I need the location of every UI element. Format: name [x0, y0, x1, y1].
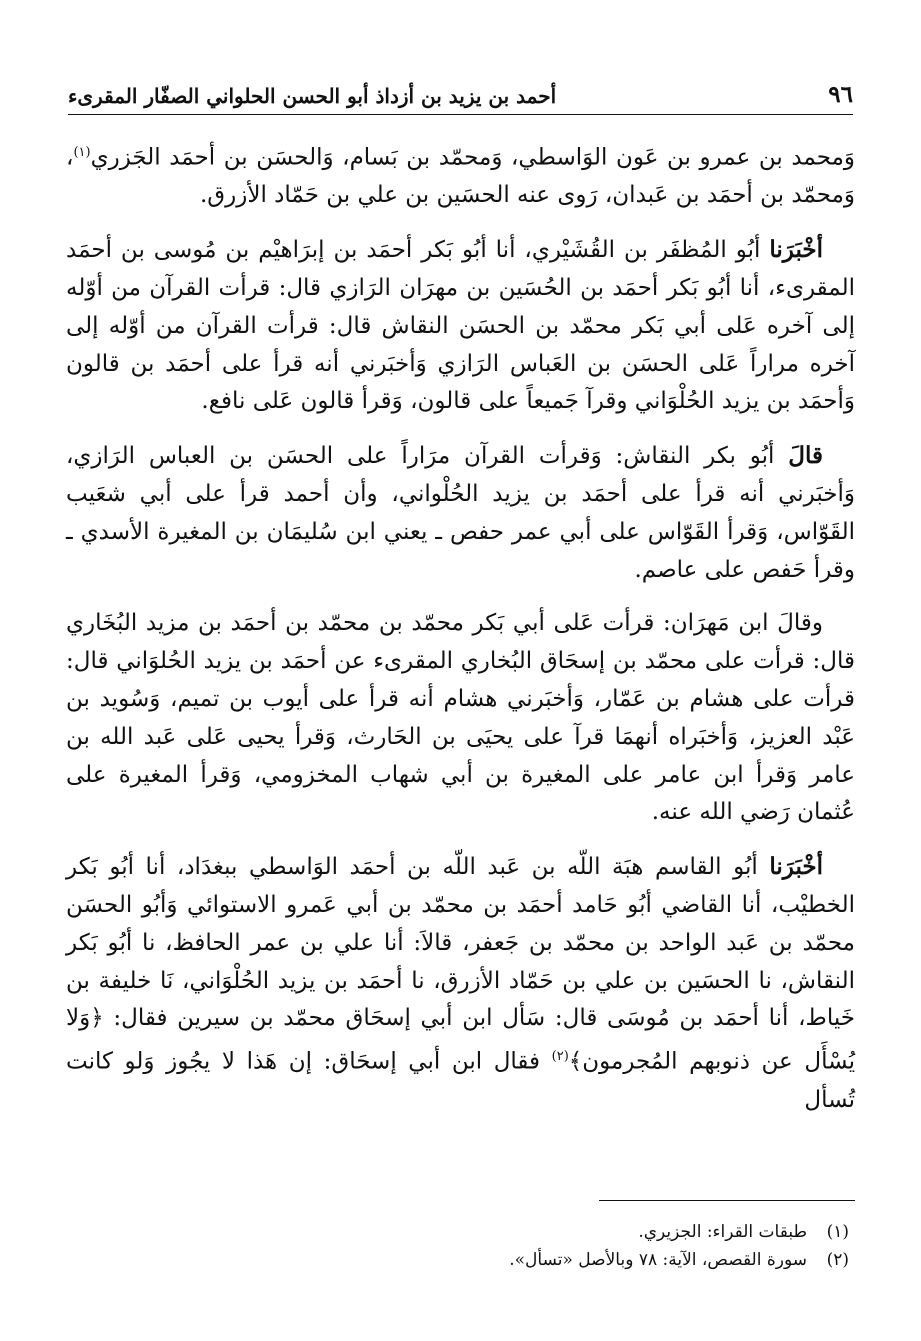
paragraph-lead: قالَ — [788, 442, 823, 470]
footnote-ref[interactable]: (٢) — [551, 1049, 569, 1065]
page-number: ٩٦ — [828, 81, 853, 108]
footnote-text: سورة القصص، الآية: ٧٨ وبالأصل «تسأل». — [509, 1250, 807, 1270]
footnote — [66, 1246, 849, 1274]
footnote-text: طبقات القراء: الجزيري. — [638, 1222, 807, 1242]
footnote — [66, 1218, 849, 1246]
page-header — [68, 70, 853, 115]
paragraph-text: وقالَ ابن مَهرَان: قرأت عَلى أبي بَكر محمّد بن محمّد بن أحمَد بن مزيد البُخَاري قال: قرأت على محمّد بن إسحَاق البُخاري المقرىء عن أحمَد بن يزيد الحُلوَاني قال: قرأت على هشام بن عَمّار، وَأخبَرني هشام أنه قرأ على أيوب بن تميم، وَسُويد بن عَبْد العزيز، وَأخبَراه أنهمَا قرآ على يحيَى بن الحَارث، وَقرأ يحيى عَلى عَبد الله بن عامر وَقرأ ابن عامر على المغيرة بن أبي شهاب المخزومي، وَقرأ المغيرة على عُثمان رَضي الله عنه. — [66, 610, 855, 826]
footnote-number: (٢) — [826, 1250, 849, 1270]
paragraph-lead: أخْبَرَنا — [769, 853, 823, 881]
paragraph — [66, 848, 855, 1119]
paragraph-text: أبُو بكر النقاش: وَقرأت القرآن مرَاراً على الحسَن بن العباس الرَازي، وَأخبَرني أنه قرأ على أحمَد بن يزيد الحُلْواني، وأن أحمد قرأ على أبي شعَيب القَوّاس، وَقرأ القَوّاس على أبي عمر حفص ـ يعني ابن سُليمَان بن المغيرة الأسدي ـ وقرأ حَفص على عاصم. — [66, 443, 855, 583]
paragraph-text-continued: فقال ابن أبي إسحَاق: إن هَذا لا يجُوز وَلو كانت تُسأل — [66, 1048, 855, 1113]
paragraph-text: أبُو المُظفَر بن القُشَيْري، أنا أبُو بَكر أحمَد بن إبرَاهيْم بن مُوسى بن أحمَد المقرىء، أنا أبُو بَكر أحمَد بن الحُسَين بن مهرَان الرَازي قال: قرأت القرآن من أوّله إلى آخره عَلى أبي بَكر محمّد بن الحسَن النقاش قال: قرأت القرآن من أوّله إلى آخره مراراً عَلى الحسَن بن العَباس الرَازي وَأخبَرني أنه قرأ على أحمَد بن قالون وَأحمَد بن يزيد الحُلْوَاني وقرآ جَميعاً على قالون، وَقرأ قالون عَلى نافع. — [66, 237, 855, 415]
paragraph-text-continued: ، وَمحمّد بن أحمَد بن عَبدان، رَوى عنه الحسَين بن علي بن حَمّاد الأزرق. — [66, 144, 855, 209]
main-text — [66, 134, 855, 1135]
footnote-number: (١) — [826, 1222, 849, 1242]
paragraph-text: وَمحمد بن عمرو بن عَون الوَاسطي، وَمحمّد بن بَسام، وَالحسَن بن أحمَد الجَزري — [90, 144, 855, 171]
running-title: أحمد بن يزيد بن أزداذ أبو الحسن الحلواني الصفّار المقرىء — [68, 84, 557, 108]
paragraph — [66, 134, 855, 215]
footnote-separator — [599, 1200, 855, 1201]
paragraph-lead: أخْبَرَنا — [769, 236, 823, 264]
paragraph — [66, 437, 855, 589]
footnote-ref[interactable]: (١) — [73, 145, 91, 160]
paragraph-text: أبُو القاسم هبَة اللّه بن عَبد اللّه بن أحمَد الوَاسطي ببغدَاد، أنا أبُو بَكر الخطيْب، أنا القاضي أبُو حَامد أحمَد بن محمّد بن أبي عَمرو الاستوائي وَأبُو الحسَن محمّد بن عَبد الواحد بن محمّد بن جَعفر، قالاَ: أنا علي بن عمر الحافظ، نا أبُو بَكر النقاش، نا الحسَين بن علي بن حَمّاد الأزرق، نا أحمَد بن يزيد الحُلْوَاني، نَا خليفة بن خَياط، أنا أحمَد بن مُوسَى قال: سَأل ابن أبي إسحَاق محمّد بن سيرين فقال: ﴿وَلا يُسْأَل عن ذنوبهم المُجرمون﴾ — [66, 854, 855, 1075]
paragraph — [66, 231, 855, 421]
paragraph — [66, 605, 855, 832]
footnotes — [66, 1218, 849, 1274]
